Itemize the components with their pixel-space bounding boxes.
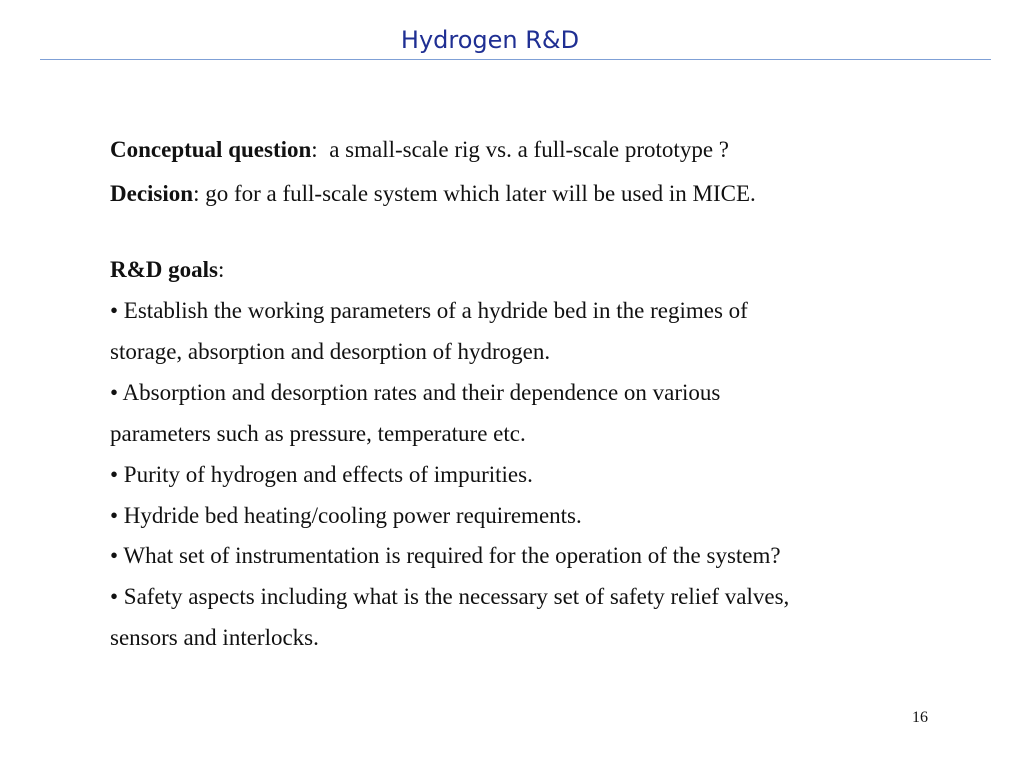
conceptual-question-separator: : [311,137,318,162]
decision-separator: : [193,181,200,206]
conceptual-question-text: a small-scale rig vs. a full-scale prototype ? [317,137,729,162]
goal-line-9: sensors and interlocks. [110,625,319,650]
conceptual-question-label: Conceptual question [110,137,312,162]
goals-separator: : [217,257,225,282]
goal-line-3: • Absorption and desorption rates and their dependence on various [110,380,721,405]
page-number: 16 [912,709,928,726]
goals-heading [110,255,990,285]
goal-line-7: • What set of instrumentation is required for the operation of the system? [110,543,781,568]
goals-label: R&D goals [110,257,218,282]
slide-title: Hydrogen R&D [400,26,580,54]
goal-line-5: • Purity of hydrogen and effects of impurities. [110,462,533,487]
goal-line-8: • Safety aspects including what is the necessary set of safety relief valves, [110,584,790,609]
goal-line-4: parameters such as pressure, temperature etc. [110,421,526,446]
decision-line [110,179,990,209]
goal-line-1: • Establish the working parameters of a hydride bed in the regimes of [110,298,748,323]
decision-label: Decision [110,181,194,206]
goal-line-6: • Hydride bed heating/cooling power requirements. [110,503,582,528]
title-divider [40,59,991,60]
goal-line-2: storage, absorption and desorption of hydrogen. [110,339,551,364]
decision-text: go for a full-scale system which later will be used in MICE. [199,181,756,206]
conceptual-question-line [110,135,990,165]
